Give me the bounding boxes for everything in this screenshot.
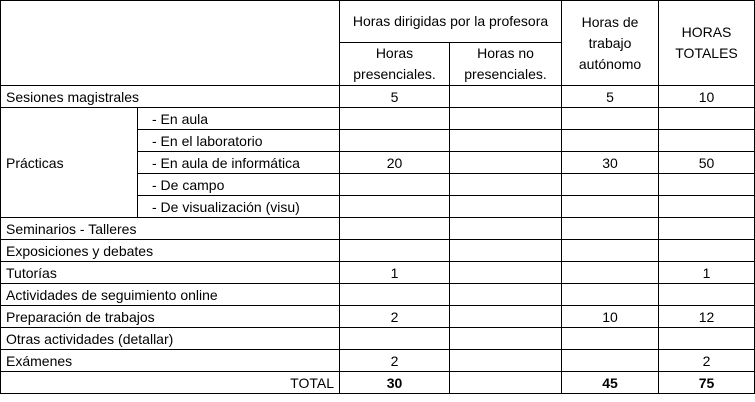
row-label: Tutorías — [1, 262, 340, 284]
cell-autonomous — [562, 262, 659, 284]
cell-autonomous: 5 — [562, 86, 659, 108]
table-row — [1, 240, 755, 262]
cell-presential — [340, 130, 450, 152]
row-label: Exámenes — [1, 350, 340, 372]
row-label: Seminarios - Talleres — [1, 218, 340, 240]
header-presential-hours: Horas presenciales. — [340, 43, 450, 86]
cell-presential — [340, 196, 450, 218]
total-row — [1, 372, 755, 394]
cell-total — [659, 130, 755, 152]
row-label: - En aula de informática — [138, 152, 340, 174]
cell-autonomous — [562, 218, 659, 240]
row-label: Exposiciones y debates — [1, 240, 340, 262]
row-label: - En el laboratorio — [138, 130, 340, 152]
cell-autonomous: 10 — [562, 306, 659, 328]
table-row — [1, 328, 755, 350]
cell-autonomous — [562, 174, 659, 196]
header-autonomous-hours: Horas de trabajo autónomo — [562, 1, 659, 86]
cell-presential: 2 — [340, 350, 450, 372]
cell-total: 2 — [659, 350, 755, 372]
table-row — [1, 108, 755, 130]
cell-presential: 2 — [340, 306, 450, 328]
cell-presential — [340, 218, 450, 240]
cell-presential — [340, 240, 450, 262]
header-blank-cell — [1, 1, 340, 86]
cell-non-presential — [450, 218, 562, 240]
row-label: - De campo — [138, 174, 340, 196]
cell-non-presential — [450, 196, 562, 218]
cell-presential — [340, 108, 450, 130]
cell-total: 1 — [659, 262, 755, 284]
cell-non-presential — [450, 284, 562, 306]
cell-total — [659, 174, 755, 196]
cell-presential — [340, 284, 450, 306]
cell-autonomous — [562, 328, 659, 350]
cell-presential — [340, 174, 450, 196]
cell-non-presential — [450, 174, 562, 196]
practicas-label: Prácticas — [1, 108, 138, 218]
cell-non-presential — [450, 306, 562, 328]
cell-total — [659, 108, 755, 130]
cell-total — [659, 240, 755, 262]
row-label: - De visualización (visu) — [138, 196, 340, 218]
cell-total: 10 — [659, 86, 755, 108]
table-row — [1, 350, 755, 372]
cell-total — [659, 284, 755, 306]
row-label: - En aula — [138, 108, 340, 130]
cell-total: 12 — [659, 306, 755, 328]
table-row — [1, 284, 755, 306]
table-row — [1, 262, 755, 284]
header-directed-hours: Horas dirigidas por la profesora — [340, 1, 562, 43]
cell-total — [659, 196, 755, 218]
total-non-presential — [450, 372, 562, 394]
row-label: Preparación de trabajos — [1, 306, 340, 328]
cell-non-presential — [450, 86, 562, 108]
total-autonomous: 45 — [562, 372, 659, 394]
total-hours: 75 — [659, 372, 755, 394]
total-presential: 30 — [340, 372, 450, 394]
cell-non-presential — [450, 130, 562, 152]
cell-non-presential — [450, 350, 562, 372]
table-row — [1, 218, 755, 240]
header-non-presential-hours: Horas no presenciales. — [450, 43, 562, 86]
row-label: Otras actividades (detallar) — [1, 328, 340, 350]
cell-non-presential — [450, 108, 562, 130]
cell-autonomous — [562, 108, 659, 130]
row-label: Actividades de seguimiento online — [1, 284, 340, 306]
cell-autonomous — [562, 240, 659, 262]
cell-non-presential — [450, 152, 562, 174]
cell-autonomous — [562, 130, 659, 152]
table-row — [1, 306, 755, 328]
header-total-hours: HORAS TOTALES — [659, 1, 755, 86]
cell-non-presential — [450, 240, 562, 262]
cell-presential: 1 — [340, 262, 450, 284]
cell-total — [659, 218, 755, 240]
cell-total — [659, 328, 755, 350]
cell-presential: 5 — [340, 86, 450, 108]
cell-autonomous — [562, 284, 659, 306]
row-label: Sesiones magistrales — [1, 86, 340, 108]
cell-autonomous: 30 — [562, 152, 659, 174]
cell-autonomous — [562, 196, 659, 218]
cell-presential — [340, 328, 450, 350]
cell-total: 50 — [659, 152, 755, 174]
cell-presential: 20 — [340, 152, 450, 174]
cell-non-presential — [450, 262, 562, 284]
total-label: TOTAL — [1, 372, 340, 394]
table-row — [1, 86, 755, 108]
cell-non-presential — [450, 328, 562, 350]
cell-autonomous — [562, 350, 659, 372]
